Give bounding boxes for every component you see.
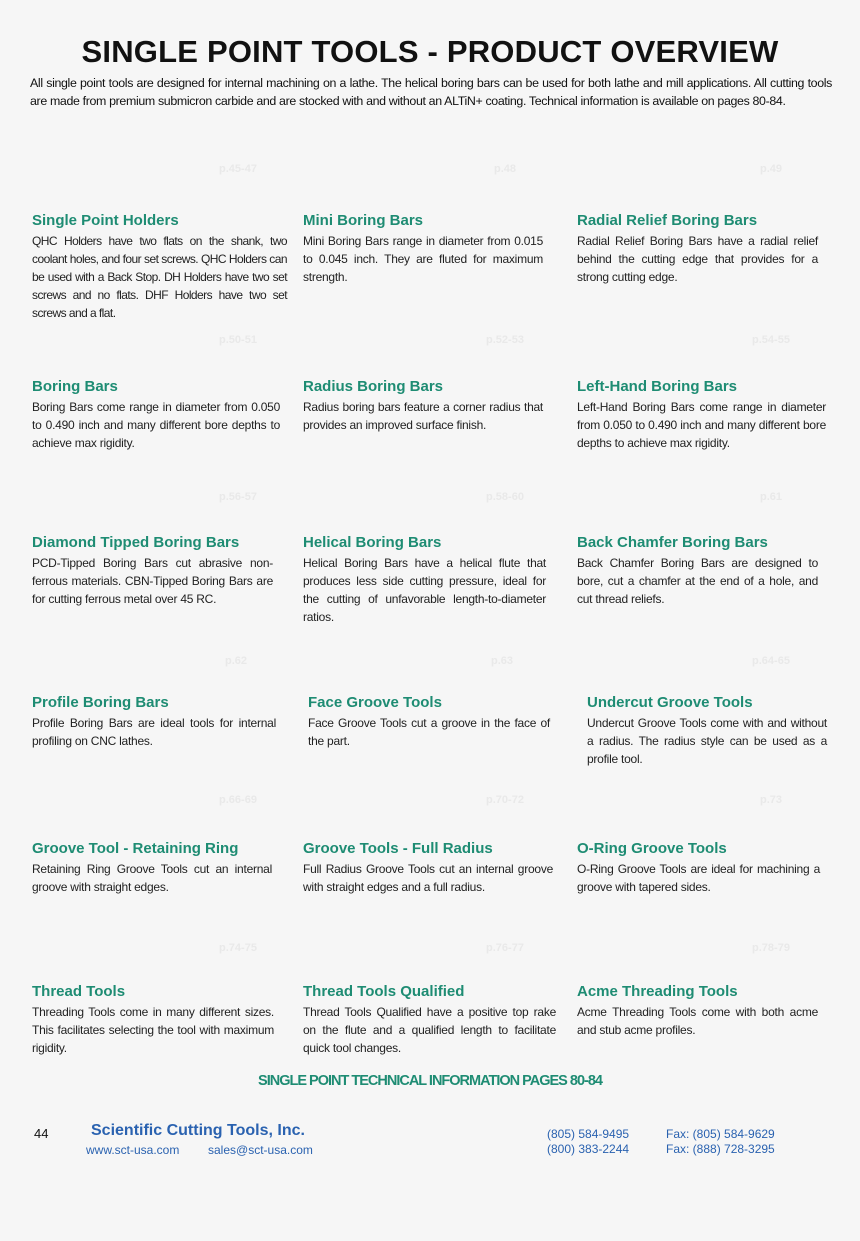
product-description: Profile Boring Bars are ideal tools for internal profiling on CNC lathes. bbox=[32, 716, 276, 748]
product-title: Undercut Groove Tools bbox=[587, 694, 753, 711]
product-description: Boring Bars come range in diameter from 0.050 to 0.490 inch and many different bore depths to achieve max rigidity. bbox=[32, 400, 280, 450]
product-helical-boring-bars bbox=[303, 534, 546, 626]
product-groove-tool-retaining-ring bbox=[32, 840, 272, 896]
product-description: Back Chamfer Boring Bars are designed to bore, cut a chamfer at the end of a hole, and cut thread reliefs. bbox=[577, 556, 818, 606]
product-description: Radial Relief Boring Bars have a radial relief behind the cutting edge that provides for a strong cutting edge. bbox=[577, 234, 818, 284]
page-ref-radial-relief: p.49 bbox=[759, 163, 782, 175]
product-description: PCD-Tipped Boring Bars cut abrasive non-ferrous materials. CBN-Tipped Boring Bars are for cutting ferrous metal over 45 RC. bbox=[32, 556, 273, 606]
page-ref-undercut-groove: p.64-65 bbox=[752, 655, 790, 667]
product-title: Face Groove Tools bbox=[308, 694, 442, 711]
product-title: Radial Relief Boring Bars bbox=[577, 212, 758, 229]
page-ref-profile: p.62 bbox=[224, 655, 247, 667]
product-boring-bars bbox=[32, 378, 280, 452]
page-ref-radius-boring-bars: p.52-53 bbox=[486, 334, 524, 346]
intro-paragraph: All single point tools are designed for internal machining on a lathe. The helical boring bars can be used for both lathe and mill applications. All cutting tools are made from premium submicron carbide and are stocked with and without an ALTiN+ coating. Technical information is available on pages 80-84. bbox=[30, 76, 832, 108]
page-ref-retaining-ring: p.66-69 bbox=[219, 794, 257, 806]
product-description: Left-Hand Boring Bars come range in diameter from 0.050 to 0.490 inch and many different bore depths to achieve max rigidity. bbox=[577, 400, 826, 450]
product-description: Radius boring bars feature a corner radius that provides an improved surface finish. bbox=[303, 400, 543, 432]
page-ref-acme-threading: p.78-79 bbox=[752, 942, 790, 954]
product-description: O-Ring Groove Tools are ideal for machining a groove with tapered sides. bbox=[577, 862, 820, 894]
product-title: Groove Tools - Full Radius bbox=[303, 840, 493, 857]
product-groove-tools-full-radius bbox=[303, 840, 553, 896]
product-title: Profile Boring Bars bbox=[32, 694, 169, 711]
page-number: 44 bbox=[34, 1126, 49, 1141]
product-thread-tools-qualified bbox=[303, 983, 556, 1057]
website-link[interactable]: www.sct-usa.com bbox=[86, 1143, 180, 1157]
product-description: Thread Tools Qualified have a positive top rake on the flute and a qualified length to facilitate quick tool changes. bbox=[303, 1005, 556, 1055]
product-title: Thread Tools Qualified bbox=[303, 983, 465, 1000]
phone-2: (800) 383-2244 bbox=[547, 1142, 630, 1156]
product-face-groove-tools bbox=[308, 694, 550, 750]
product-back-chamfer-boring-bars bbox=[577, 534, 818, 608]
product-title: Mini Boring Bars bbox=[303, 212, 424, 229]
product-description: Undercut Groove Tools come with and without a radius. The radius style can be used as a profile tool. bbox=[587, 716, 827, 766]
page-ref-face-groove: p.63 bbox=[490, 655, 513, 667]
page-ref-back-chamfer: p.61 bbox=[759, 491, 782, 503]
product-title: Left-Hand Boring Bars bbox=[577, 378, 738, 395]
page-ref-diamond-tipped: p.56-57 bbox=[219, 491, 257, 503]
page-ref-boring-bars: p.50-51 bbox=[219, 334, 257, 346]
page-title: SINGLE POINT TOOLS - PRODUCT OVERVIEW bbox=[81, 34, 779, 69]
page-ref-full-radius: p.70-72 bbox=[486, 794, 524, 806]
product-description: Retaining Ring Groove Tools cut an internal groove with straight edges. bbox=[32, 862, 272, 894]
product-acme-threading-tools bbox=[577, 983, 818, 1039]
product-radius-boring-bars bbox=[303, 378, 543, 434]
page-ref-thread-tools-qualified: p.76-77 bbox=[486, 942, 524, 954]
email-link[interactable]: sales@sct-usa.com bbox=[208, 1143, 313, 1157]
page-ref-left-hand: p.54-55 bbox=[752, 334, 790, 346]
product-diamond-tipped-boring-bars bbox=[32, 534, 273, 608]
product-title: Helical Boring Bars bbox=[303, 534, 442, 551]
technical-info-banner: SINGLE POINT TECHNICAL INFORMATION PAGES 80-84 bbox=[258, 1073, 602, 1089]
product-title: Back Chamfer Boring Bars bbox=[577, 534, 768, 551]
phone-1: (805) 584-9495 bbox=[547, 1127, 630, 1141]
product-undercut-groove-tools bbox=[587, 694, 827, 768]
page-ref-mini-boring-bars: p.48 bbox=[493, 163, 516, 175]
product-profile-boring-bars bbox=[32, 694, 276, 750]
page-ref-o-ring: p.73 bbox=[759, 794, 782, 806]
product-title: Boring Bars bbox=[32, 378, 118, 395]
product-single-point-holders bbox=[32, 212, 287, 322]
product-description: Full Radius Groove Tools cut an internal groove with straight edges and a full radius. bbox=[303, 862, 553, 894]
product-thread-tools bbox=[32, 983, 274, 1057]
product-description: QHC Holders have two flats on the shank, two coolant holes, and four set screws. QHC Holders can be used with a Back Stop. DH Holders have two set screws and no flats. DHF Holders have two set screws and a flat. bbox=[32, 234, 287, 320]
product-o-ring-groove-tools bbox=[577, 840, 820, 896]
company-name: Scientific Cutting Tools, Inc. bbox=[91, 1122, 305, 1139]
product-title: Radius Boring Bars bbox=[303, 378, 444, 395]
product-description: Acme Threading Tools come with both acme and stub acme profiles. bbox=[577, 1005, 818, 1037]
product-radial-relief-boring-bars bbox=[577, 212, 818, 286]
product-title: O-Ring Groove Tools bbox=[577, 840, 727, 857]
product-description: Threading Tools come in many different sizes. This facilitates selecting the tool with maximum rigidity. bbox=[32, 1005, 274, 1055]
fax-2: Fax: (888) 728-3295 bbox=[666, 1142, 775, 1156]
page-ref-single-point-holders: p.45-47 bbox=[219, 163, 257, 175]
page-ref-helical: p.58-60 bbox=[486, 491, 524, 503]
page-ref-thread-tools: p.74-75 bbox=[219, 942, 257, 954]
fax-1: Fax: (805) 584-9629 bbox=[666, 1127, 775, 1141]
product-title: Single Point Holders bbox=[32, 212, 179, 229]
product-title: Thread Tools bbox=[32, 983, 126, 1000]
product-title: Diamond Tipped Boring Bars bbox=[32, 534, 240, 551]
product-title: Groove Tool - Retaining Ring bbox=[32, 840, 239, 857]
product-description: Face Groove Tools cut a groove in the face of the part. bbox=[308, 716, 550, 748]
product-description: Helical Boring Bars have a helical flute that produces less side cutting pressure, ideal for the cutting of unfavorable length-to-diameter ratios. bbox=[303, 556, 546, 624]
product-mini-boring-bars bbox=[303, 212, 543, 286]
product-title: Acme Threading Tools bbox=[577, 983, 738, 1000]
product-description: Mini Boring Bars range in diameter from 0.015 to 0.045 inch. They are fluted for maximum strength. bbox=[303, 234, 543, 284]
product-left-hand-boring-bars bbox=[577, 378, 826, 452]
